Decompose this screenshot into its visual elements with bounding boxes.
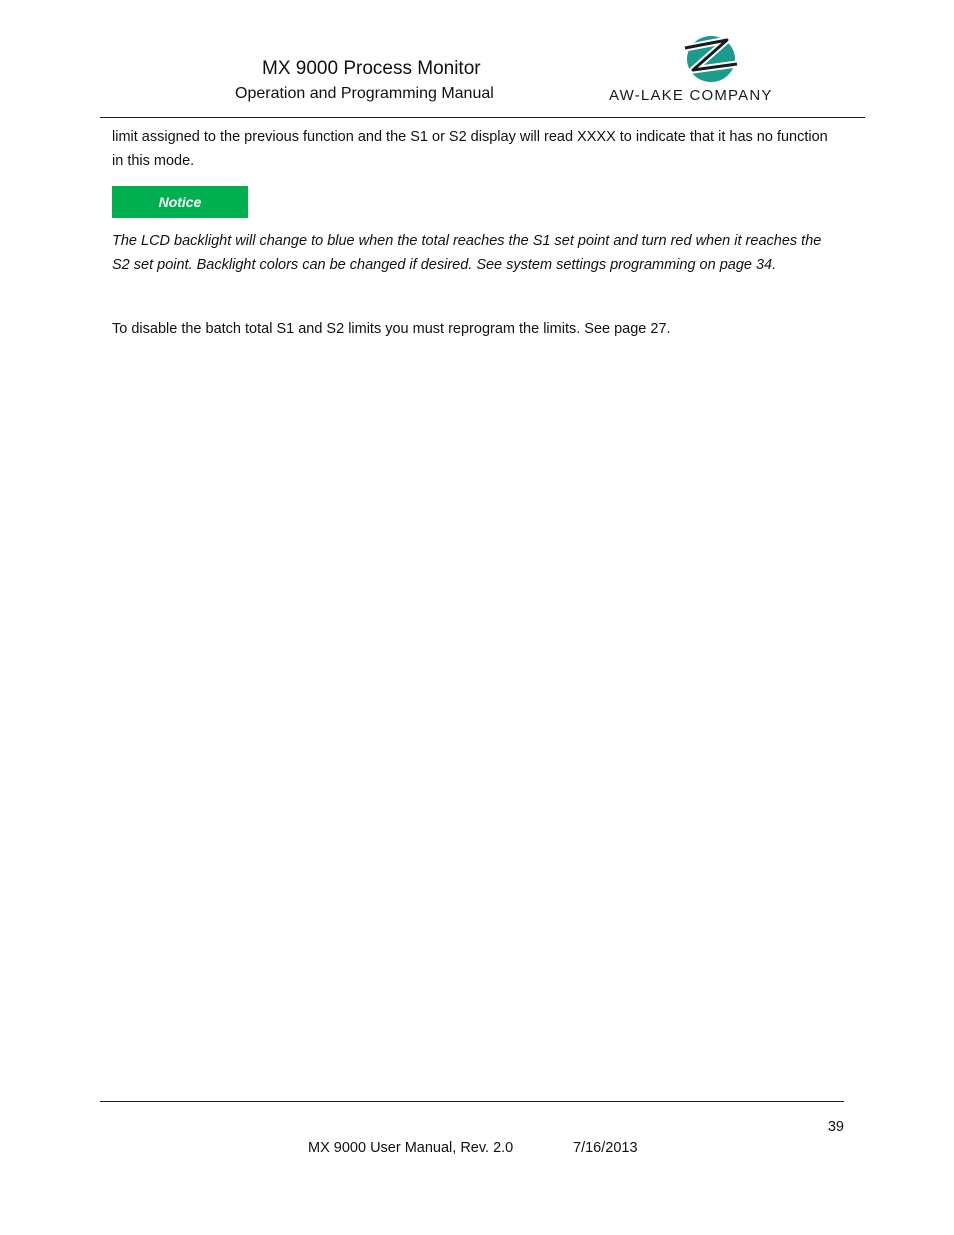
footer-divider — [100, 1101, 844, 1102]
footer-manual-revision: MX 9000 User Manual, Rev. 2.0 — [308, 1140, 514, 1156]
header-divider — [100, 117, 865, 118]
header-title: MX 9000 Process Monitor — [262, 58, 481, 79]
header-subtitle: Operation and Programming Manual — [235, 85, 494, 102]
company-logo — [605, 32, 820, 107]
body-paragraph: limit assigned to the previous function and the S1 or S2 display will read XXXX to indicate that it has no function in this mode. — [112, 129, 828, 169]
aw-lake-logo-icon — [683, 34, 739, 84]
notice-text: The LCD backlight will change to blue when the total reaches the S1 set point and turn red when it reaches the S2 set point. Backlight colors can be changed if desired. See system settings programming on page 34. — [112, 233, 822, 273]
logo-text: AW-LAKE COMPANY — [609, 87, 773, 104]
footer-date: 7/16/2013 — [573, 1140, 638, 1156]
notice-label: Notice — [112, 186, 248, 218]
body-paragraph: To disable the batch total S1 and S2 limits you must reprogram the limits. See page 27. — [112, 321, 671, 337]
page-number: 39 — [827, 1119, 844, 1135]
